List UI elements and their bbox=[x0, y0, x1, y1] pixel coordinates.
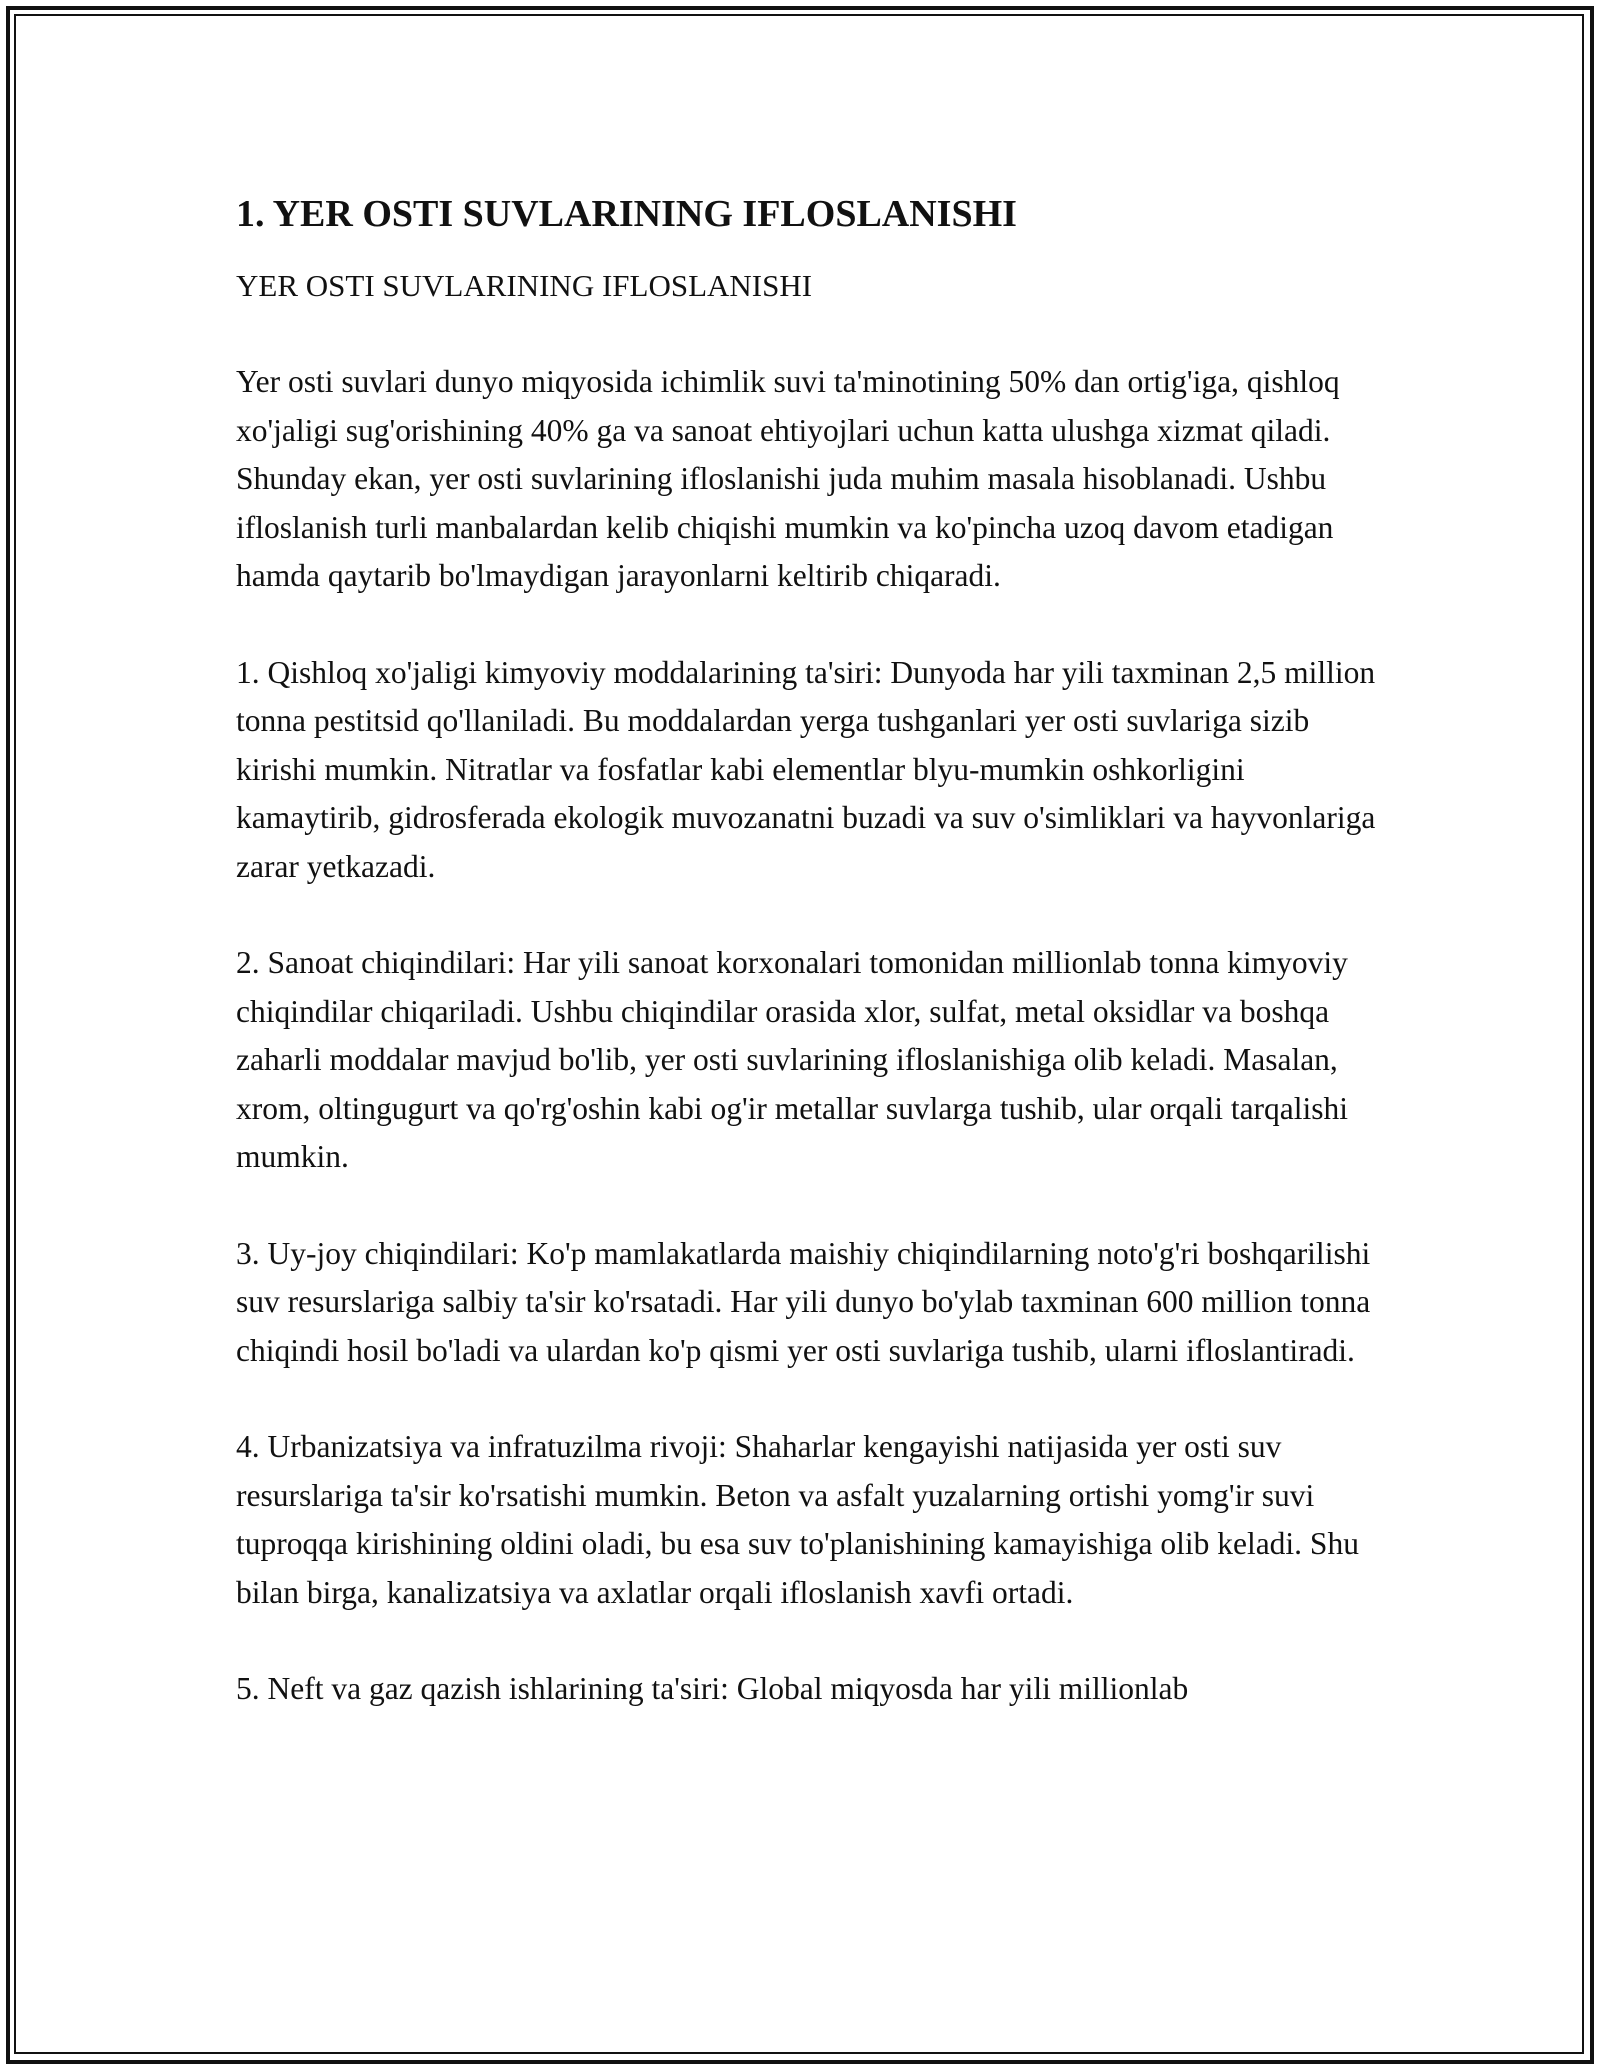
point-2-paragraph: 2. Sanoat chiqindilari: Har yili sanoat korxonalari tomonidan millionlab tonna kimyoviy chiqindilar chiqariladi. Ushbu chiqindilar orasida xlor, sulfat, metal oksidlar va boshqa zaharli moddalar mavjud bo'lib, yer osti suvlarining ifloslanishiga olib keladi. Masalan, xrom, oltingugurt va qo'rg'oshin kabi og'ir metallar suvlarga tushib, ular orqali tarqalishi mumkin. bbox=[236, 945, 1349, 1174]
document-title: 1. YER OSTI SUVLARINING IFLOSLANISHI bbox=[236, 193, 1017, 235]
point-5-paragraph: 5. Neft va gaz qazish ishlarining ta'siri: Global miqyosda har yili millionlab bbox=[236, 1671, 1189, 1706]
point-4-paragraph: 4. Urbanizatsiya va infratuzilma rivoji: Shaharlar kengayishi natijasida yer osti suv resurslariga ta'sir ko'rsatishi mumkin. Beton va asfalt yuzalarning ortishi yomg'ir suvi tuproqqa kirishining oldini oladi, bu esa suv to'planishining kamayishiga olib keladi. Shu bilan birga, kanalizatsiya va axlatlar orqali ifloslanish xavfi ortadi. bbox=[236, 1429, 1359, 1610]
document-body bbox=[236, 188, 1376, 1714]
intro-paragraph: Yer osti suvlari dunyo miqyosida ichimlik suvi ta'minotining 50% dan ortig'iga, qishloq xo'jaligi sug'orishining 40% ga va sanoat ehtiyojlari uchun katta ulushga xizmat qiladi. Shunday ekan, yer osti suvlarining ifloslanishi juda muhim masala hisoblanadi. Ushbu ifloslanish turli manbalardan kelib chiqishi mumkin va ko'pincha uzoq davom etadigan hamda qaytarib bo'lmaydigan jarayonlarni keltirib chiqaradi. bbox=[236, 364, 1340, 593]
document-subtitle: YER OSTI SUVLARINING IFLOSLANISHI bbox=[236, 268, 813, 303]
point-1-paragraph: 1. Qishloq xo'jaligi kimyoviy moddalarining ta'siri: Dunyoda har yili taxminan 2,5 million tonna pestitsid qo'llaniladi. Bu moddalardan yerga tushganlari yer osti suvlariga sizib kirishi mumkin. Nitratlar va fosfatlar kabi elementlar blyu-mumkin oshkorligini kamaytirib, gidrosferada ekologik muvozanatni buzadi va suv o'simliklari va hayvonlariga zarar yetkazadi. bbox=[236, 654, 1376, 884]
point-3-paragraph: 3. Uy-joy chiqindilari: Ko'p mamlakatlarda maishiy chiqindilarning noto'g'ri boshqarilishi suv resurslariga salbiy ta'sir ko'rsatadi. Har yili dunyo bo'ylab taxminan 600 million tonna chiqindi hosil bo'ladi va ulardan ko'p qismi yer osti suvlariga tushib, ularni ifloslantiradi. bbox=[236, 1235, 1371, 1368]
